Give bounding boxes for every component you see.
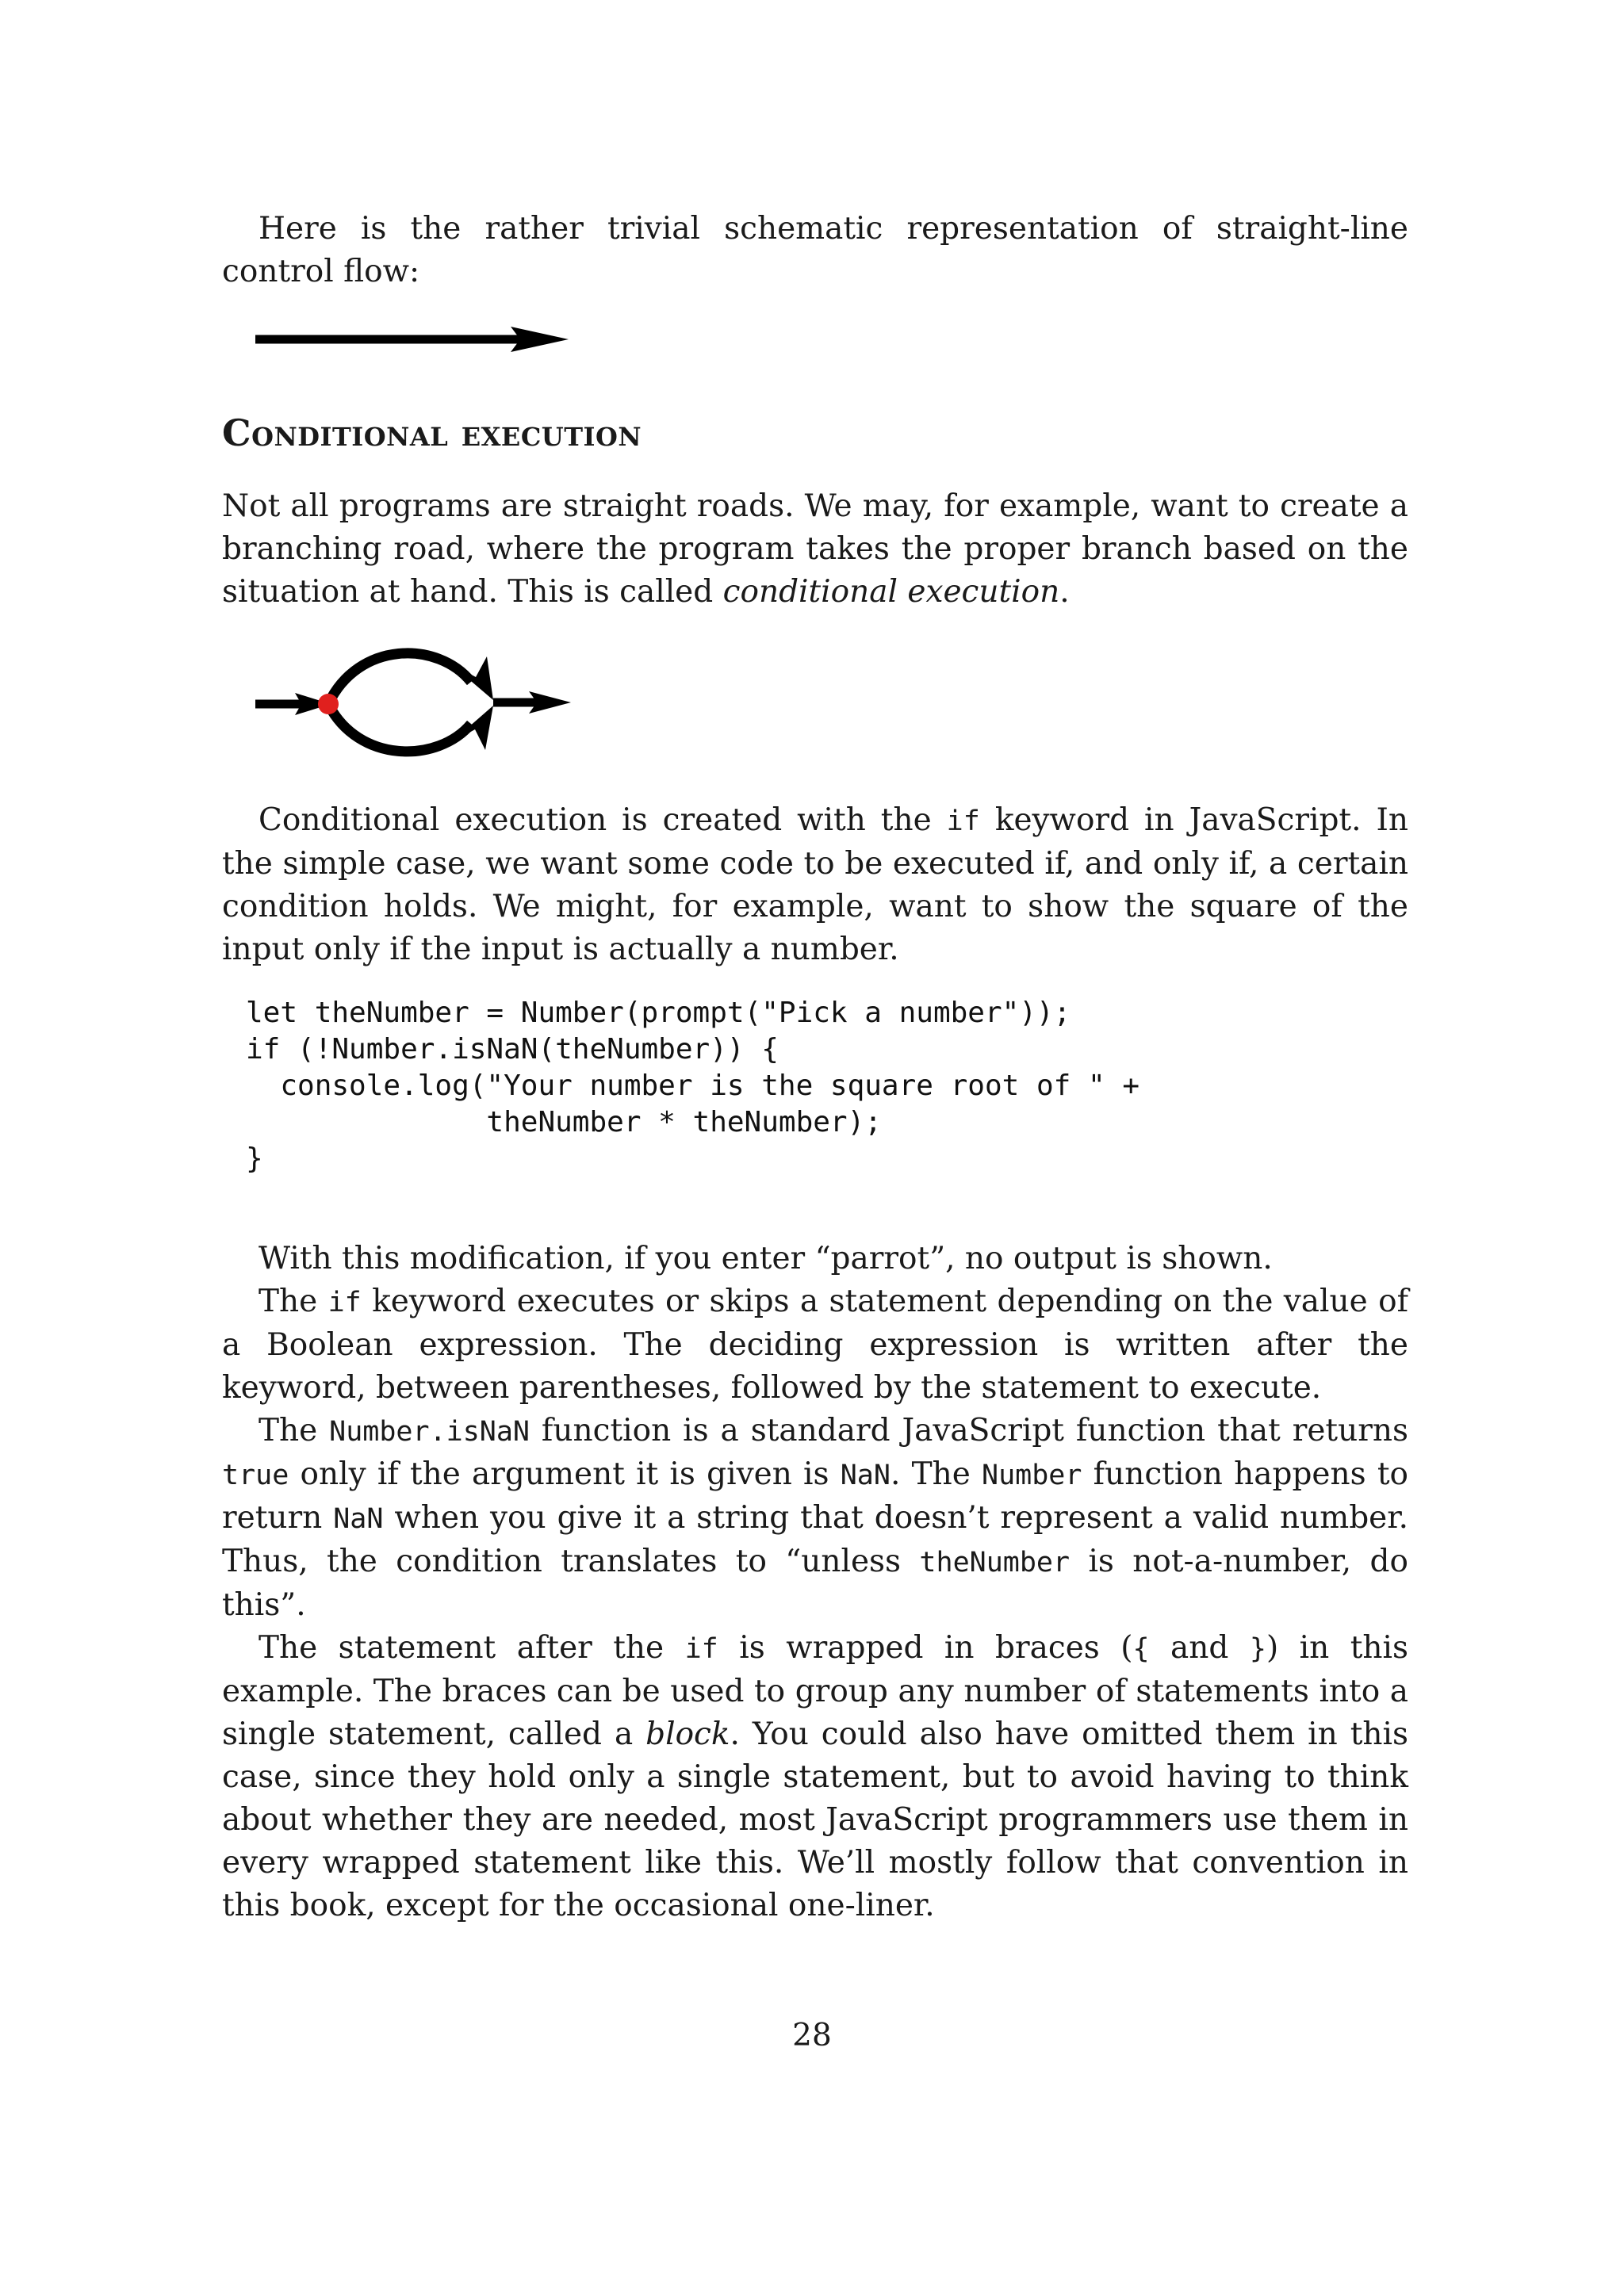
branch-point-dot [318,694,339,714]
paragraph-isnan: The Number.isNaN function is a standard JavaScript function that returns true only if the argument it is given is NaN. The Number function happens to return NaN when you give it a string that doesn’t represent a valid number. Thus, the condition translates to “unless theNumber is not-a-number, do this”. [222,1413,1409,1623]
upper-branch [328,653,471,704]
code-line: } [246,1142,263,1175]
paragraph-parrot: With this modification, if you enter “parrot”, no output is shown. [259,1241,1273,1276]
straight-line-flow-diagram [255,323,573,355]
code-line: console.log("Your number is the square root of " + [246,1070,1140,1102]
section-heading: Conditional execution [222,411,642,454]
conditional-flow-diagram [255,625,573,775]
paragraph-if-keyword: Conditional execution is created with the if keyword in JavaScript. In the simple case, we want some code to be executed if, and only if, a certain condition holds. We might, for example, want to show the square of the input only if the input is actually a number. [222,802,1408,967]
paragraph-block: The statement after the if is wrapped in braces ({ and }) in this example. The braces can be used to group any number of statements into a single statement, called a block. You could also have omitted them in this case, since they hold only a single statement, but to avoid having to think about whether they are needed, most JavaScript programmers use them in every wrapped statement like this. We’ll mostly follow that convention in this book, except for the occasional one-liner. [222,1630,1408,1923]
code-line: if (!Number.isNaN(theNumber)) { [246,1033,779,1066]
lower-branch [328,704,471,752]
paragraph-boolean: The if keyword executes or skips a statement depending on the value of a Boolean expression. The deciding expression is written after the keyword, between parentheses, followed by the statement to execute. [222,1284,1409,1406]
page-content [222,208,1408,1927]
code-line: theNumber * theNumber); [246,1106,882,1138]
paragraph-branching: Not all programs are straight roads. We may, for example, want to create a branching road, where the program takes the proper branch based on the situation at hand. This is called conditional execution. [222,488,1408,610]
code-line: let theNumber = Number(prompt("Pick a number")); [246,997,1071,1029]
intro-paragraph: Here is the rather trivial schematic representation of straight-line control flow: [222,211,1408,289]
page-number: 28 [792,2018,832,2053]
lower-arrowhead [450,706,493,750]
code-block [246,995,1408,1177]
